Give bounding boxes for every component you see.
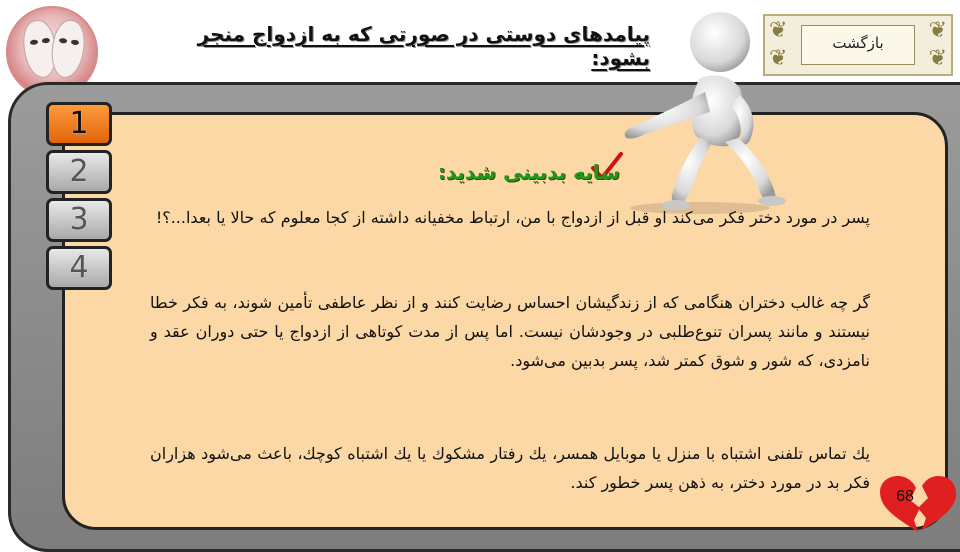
tab-3[interactable]: 3 (46, 198, 112, 242)
section-heading: سایه بدبینی شدید: (437, 160, 620, 184)
pointing-figure-icon (600, 0, 790, 215)
tab-4[interactable]: 4 (46, 246, 112, 290)
page-title: پیامدهای دوستی در صورتی که به ازدواج منجر بشود: (197, 22, 650, 70)
paragraph-1: پسر در مورد دختر فکر می‌کند او قبل از ازدواج با من، ارتباط مخفیانه داشته از کجا معلوم که حالا یا بعدا...؟! (155, 208, 870, 227)
back-button[interactable]: ❦ ❦ ❦ ❦ بازگشت (763, 14, 953, 76)
back-button-label: بازگشت (832, 34, 884, 52)
paragraph-2: گر چه غالب دختران هنگامی که از زندگیشان احساس رضایت کنند و از نظر عاطفی تأمین شوند، به فکر خطا نیستند و مانند پسران تنوع‌طلبی در وجودشان نیست. اما پس از مدت کوتاهی از ازدواج یا حتی دوران عقد و نامزدی، که شور و شوق کمتر شد، پسر بدبین می‌شود. (150, 293, 870, 370)
tab-2[interactable]: 2 (46, 150, 112, 194)
paragraph-3: یك تماس تلفنی اشتباه با منزل یا موبایل همسر، یك رفتار مشکوك یا یك اشتباه کوچك، باعث می‌شود هزاران فکر بد در مورد دختر، به ذهن پسر خطور کند. (150, 444, 870, 492)
tab-1[interactable]: 1 (46, 102, 112, 146)
page-number: 68 (896, 488, 914, 505)
